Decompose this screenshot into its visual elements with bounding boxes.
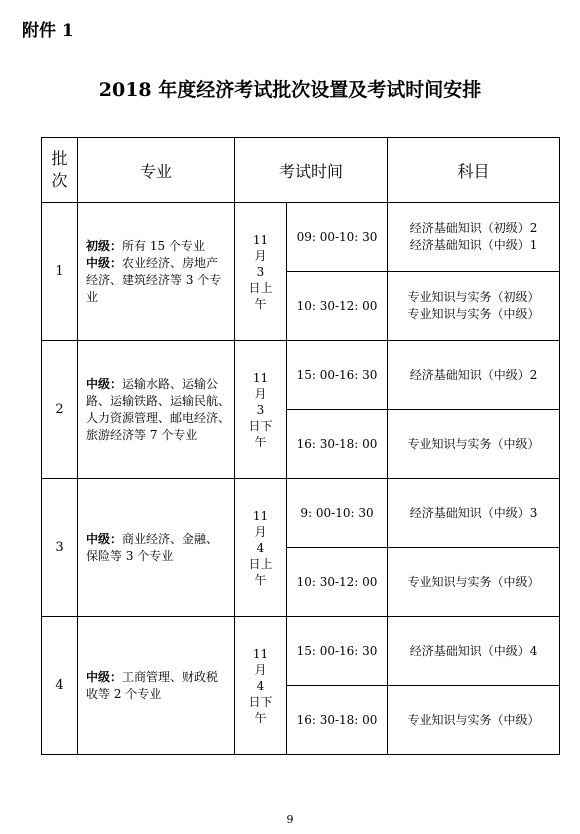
session-time: 9: 00-10: 30 xyxy=(287,479,388,548)
exam-date-line: 11 xyxy=(252,370,269,385)
major-text: 运输水路、运输公路、运输铁路、运输民航、人力资源管理、邮电经济、旅游经济等 7 个专业 xyxy=(86,376,231,442)
major-entry xyxy=(86,238,230,255)
subject-item: 专业知识与实务（中级） xyxy=(407,307,540,321)
exam-date-line: 4 xyxy=(256,540,265,555)
header-batch-line2: 次 xyxy=(51,171,68,190)
major-text: 农业经济、房地产经济、建筑经济等 3 个专业 xyxy=(86,255,222,304)
exam-date-line: 日上 xyxy=(248,280,273,295)
major-entry xyxy=(86,376,230,444)
exam-date-line: 日上 xyxy=(248,556,273,571)
exam-date xyxy=(235,479,287,617)
session-time: 10: 30-12: 00 xyxy=(287,548,388,617)
major-entry xyxy=(86,669,230,703)
subject-item: 经济基础知识（中级）4 xyxy=(409,643,538,658)
table-header-row xyxy=(42,138,560,203)
exam-date-line: 4 xyxy=(256,678,265,693)
exam-date-line: 月 xyxy=(254,248,267,263)
session-subjects xyxy=(388,686,560,755)
exam-schedule-table xyxy=(41,137,560,755)
subject-item: 经济基础知识（初级）2 xyxy=(409,221,538,235)
document-title: 2018 年度经济考试批次设置及考试时间安排 xyxy=(98,79,482,101)
session-time: 15: 00-16: 30 xyxy=(287,617,388,686)
header-batch-line1: 批 xyxy=(51,149,68,168)
header-major: 专业 xyxy=(78,138,235,203)
exam-date-line: 午 xyxy=(254,710,267,725)
major-text: 所有 15 个专业 xyxy=(122,238,205,253)
session-time: 16: 30-18: 00 xyxy=(287,410,388,479)
batch-majors xyxy=(78,341,235,479)
header-exam-time: 考试时间 xyxy=(235,138,388,203)
session-time: 10: 30-12: 00 xyxy=(287,272,388,341)
batch-number: 1 xyxy=(42,203,78,341)
subject-item: 经济基础知识（中级）2 xyxy=(409,367,538,382)
attachment-label: 附件 1 xyxy=(22,21,74,41)
exam-date-line: 午 xyxy=(254,572,267,587)
exam-date-line: 3 xyxy=(256,264,265,279)
exam-date-line: 午 xyxy=(254,296,267,311)
table-row xyxy=(42,479,560,548)
exam-date-line: 3 xyxy=(256,402,265,417)
subject-item: 专业知识与实务（初级） xyxy=(407,290,540,304)
exam-date xyxy=(235,341,287,479)
batch-number: 4 xyxy=(42,617,78,755)
major-level: 中级： xyxy=(86,255,123,270)
session-subjects xyxy=(388,410,560,479)
batch-number: 2 xyxy=(42,341,78,479)
exam-date-line: 日下 xyxy=(248,418,273,433)
exam-date-line: 11 xyxy=(252,508,269,523)
batch-majors xyxy=(78,617,235,755)
page-number: 9 xyxy=(286,813,294,826)
exam-date-line: 月 xyxy=(254,662,267,677)
session-subjects xyxy=(388,479,560,548)
exam-date-line: 11 xyxy=(252,232,269,247)
exam-date-line: 日下 xyxy=(248,694,273,709)
table-row xyxy=(42,203,560,272)
exam-date-line: 11 xyxy=(252,646,269,661)
header-batch xyxy=(42,138,78,203)
session-subjects xyxy=(388,272,560,341)
major-level: 初级： xyxy=(86,238,123,253)
batch-majors xyxy=(78,203,235,341)
exam-date-line: 午 xyxy=(254,434,267,449)
table-row xyxy=(42,341,560,410)
major-entry xyxy=(86,255,230,306)
major-level: 中级： xyxy=(86,531,123,546)
exam-date xyxy=(235,203,287,341)
exam-date xyxy=(235,617,287,755)
session-subjects xyxy=(388,548,560,617)
batch-number: 3 xyxy=(42,479,78,617)
session-time: 09: 00-10: 30 xyxy=(287,203,388,272)
major-text: 商业经济、金融、保险等 3 个专业 xyxy=(86,531,219,563)
exam-date-line: 月 xyxy=(254,386,267,401)
subject-item: 经济基础知识（中级）3 xyxy=(409,505,538,520)
major-entry xyxy=(86,531,230,565)
session-time: 15: 00-16: 30 xyxy=(287,341,388,410)
session-subjects xyxy=(388,617,560,686)
table-row xyxy=(42,617,560,686)
major-text: 工商管理、财政税收等 2 个专业 xyxy=(86,669,219,701)
session-subjects xyxy=(388,203,560,272)
exam-date-line: 月 xyxy=(254,524,267,539)
session-time: 16: 30-18: 00 xyxy=(287,686,388,755)
subject-item: 专业知识与实务（中级） xyxy=(407,436,540,451)
session-subjects xyxy=(388,341,560,410)
subject-item: 经济基础知识（中级）1 xyxy=(409,238,538,252)
batch-majors xyxy=(78,479,235,617)
major-level: 中级： xyxy=(86,669,123,684)
header-subject: 科目 xyxy=(388,138,560,203)
major-level: 中级： xyxy=(86,376,123,391)
subject-item: 专业知识与实务（中级） xyxy=(407,712,540,727)
subject-item: 专业知识与实务（中级） xyxy=(407,574,540,589)
